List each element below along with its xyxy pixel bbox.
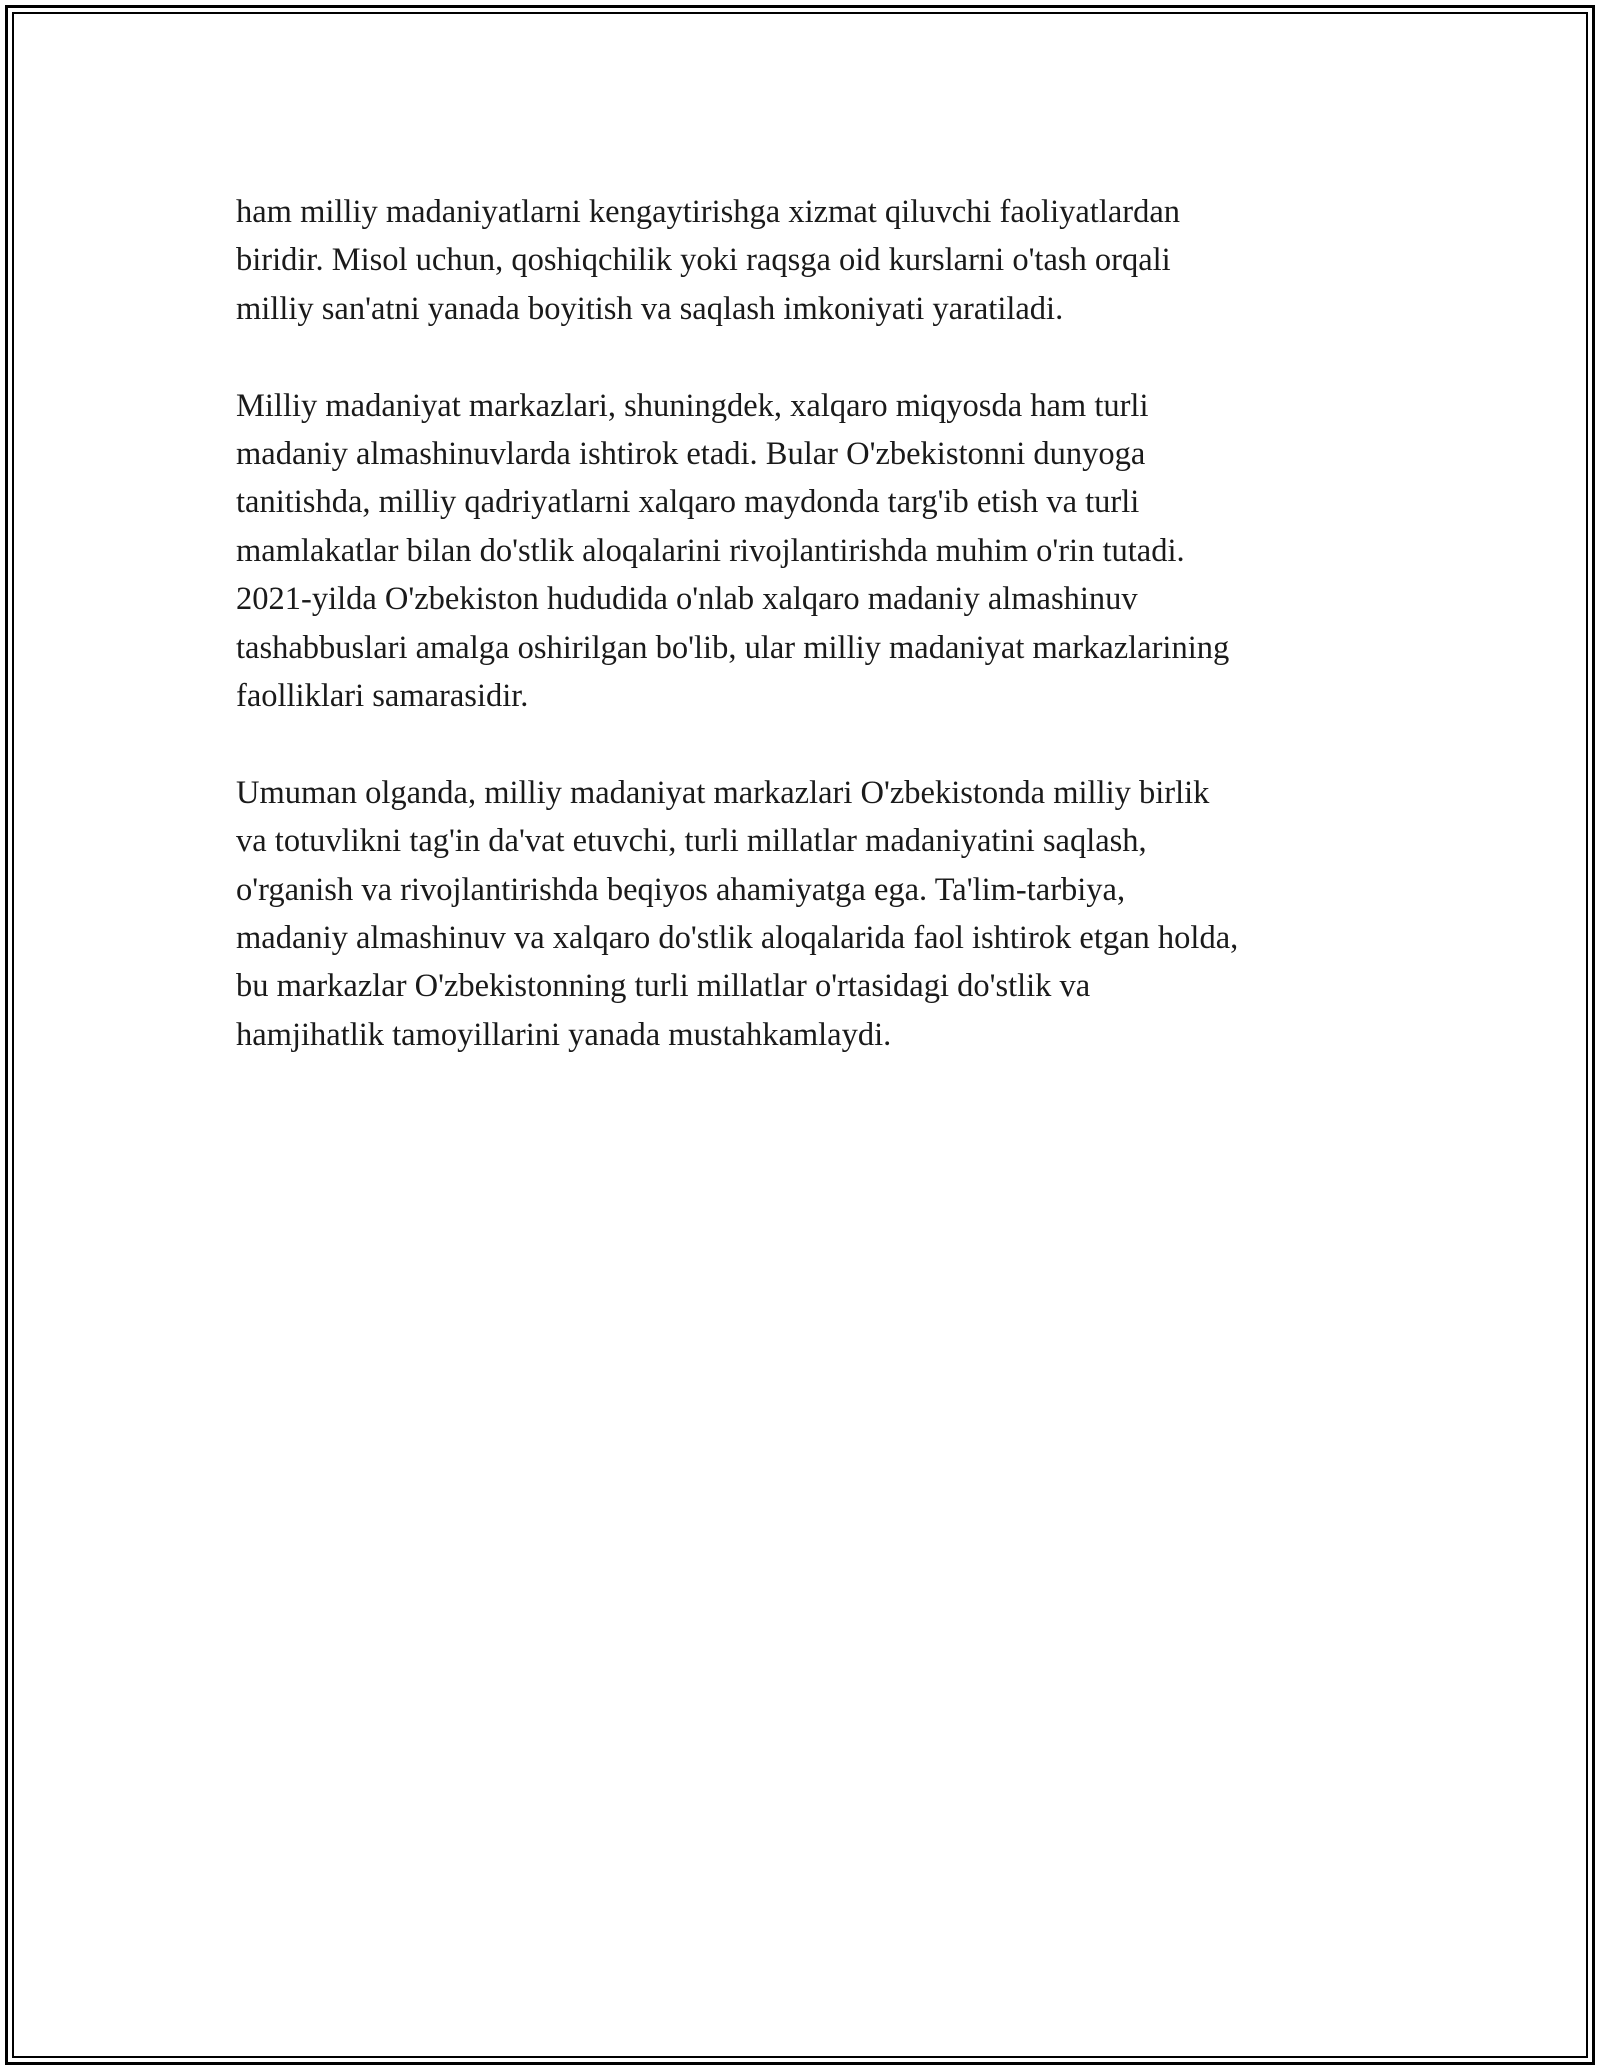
text-line: milliy san'atni yanada boyitish va saqlash imkoniyati yaratiladi. — [236, 290, 1064, 327]
paragraph-1 — [236, 188, 1396, 333]
text-line: hamjihatlik tamoyillarini yanada mustahkamlaydi. — [236, 1016, 892, 1053]
text-line: Milliy madaniyat markazlari, shuningdek, xalqaro miqyosda ham turli — [236, 387, 1149, 424]
text-line: tashabbuslari amalga oshirilgan bo'lib, ular milliy madaniyat markazlarining — [236, 629, 1230, 666]
text-line: faolliklari samarasidir. — [236, 678, 529, 715]
text-line: Umuman olganda, milliy madaniyat markazlari O'zbekistonda milliy birlik — [236, 774, 1210, 811]
text-line: 2021-yilda O'zbekiston hududida o'nlab xalqaro madaniy almashinuv — [236, 581, 1138, 618]
text-line: ham milliy madaniyatlarni kengaytirishga xizmat qiluvchi faoliyatlardan — [236, 194, 1181, 230]
paragraph-3 — [236, 769, 1396, 1059]
text-line: bu markazlar O'zbekistonning turli millatlar o'rtasidagi do'stlik va — [236, 968, 1091, 1005]
text-line: va totuvlikni tag'in da'vat etuvchi, turli millatlar madaniyatini saqlash, — [236, 823, 1147, 860]
document-body — [236, 188, 1396, 1108]
text-line: o'rganish va rivojlantirishda beqiyos ahamiyatga ega. Ta'lim-tarbiya, — [236, 871, 1126, 908]
text-line: biridir. Misol uchun, qoshiqchilik yoki raqsga oid kurslarni o'tash orqali — [236, 242, 1171, 279]
paragraph-2 — [236, 382, 1396, 721]
text-line: madaniy almashinuv va xalqaro do'stlik aloqalarida faol ishtirok etgan holda, — [236, 920, 1239, 957]
text-line: tanitishda, milliy qadriyatlarni xalqaro maydonda targ'ib etish va turli — [236, 484, 1140, 521]
text-line: madaniy almashinuvlarda ishtirok etadi. Bular O'zbekistonni dunyoga — [236, 436, 1146, 473]
text-line: mamlakatlar bilan do'stlik aloqalarini rivojlantirishda muhim o'rin tutadi. — [236, 532, 1185, 569]
